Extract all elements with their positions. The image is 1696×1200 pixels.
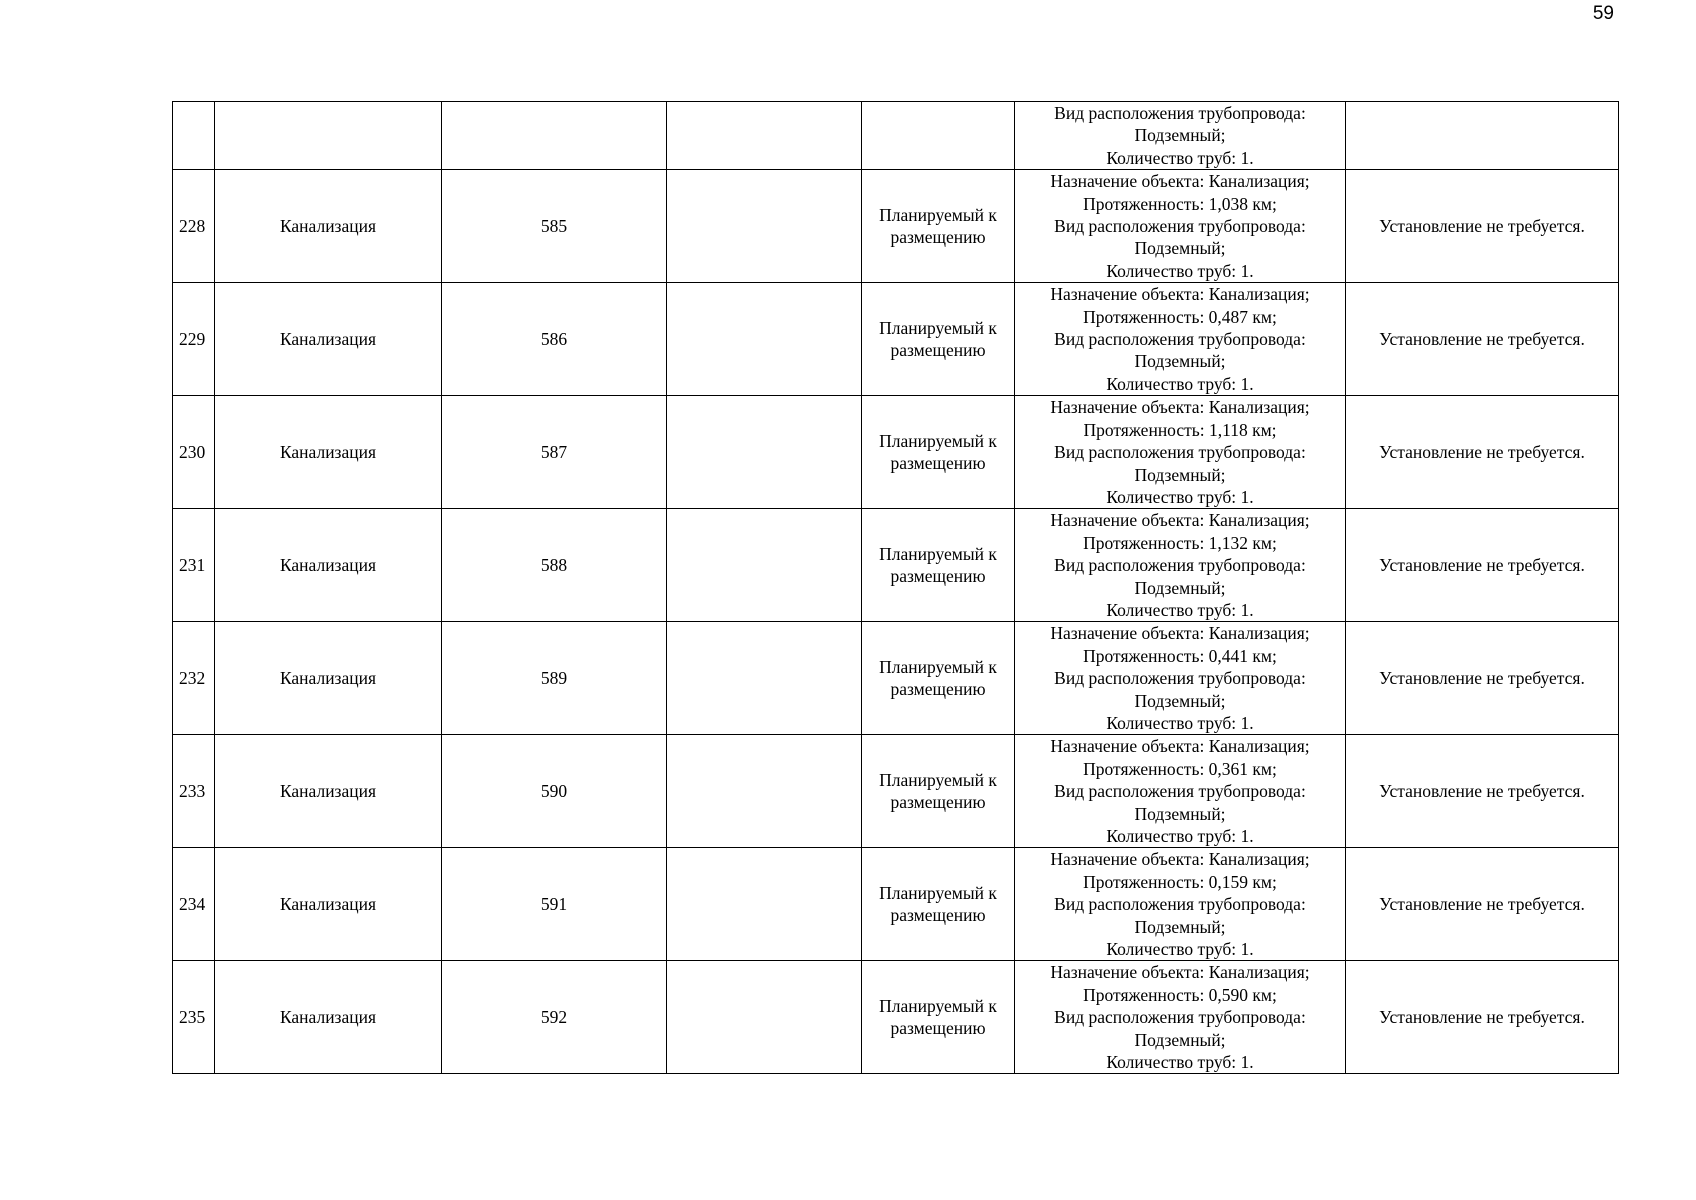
param-line: Количество труб: 1. (1106, 373, 1254, 394)
param-line: Количество труб: 1. (1106, 1052, 1254, 1073)
param-line: Подземный; (1134, 464, 1226, 485)
cell-params (1015, 396, 1346, 509)
cell-status: Планируемый к размещению (862, 735, 1015, 848)
param-line: Подземный; (1134, 238, 1226, 259)
param-line: Протяженность: 0,441 км; (1083, 645, 1277, 666)
table-row (173, 961, 1619, 1074)
table-row (173, 509, 1619, 622)
cell-extra (667, 509, 862, 622)
cell-number: 235 (173, 961, 215, 1074)
cell-name: Канализация (215, 396, 442, 509)
cell-number (173, 102, 215, 170)
param-line: Подземный; (1134, 690, 1226, 711)
param-line: Подземный; (1134, 803, 1226, 824)
cell-number: 231 (173, 509, 215, 622)
cell-status: Планируемый к размещению (862, 283, 1015, 396)
param-line: Количество труб: 1. (1106, 826, 1254, 846)
cell-extra (667, 170, 862, 283)
param-line: Протяженность: 1,118 км; (1083, 419, 1277, 440)
table-row-continuation (173, 102, 1619, 170)
param-line: Назначение объекта: Канализация; (1050, 397, 1310, 418)
cell-zone: Установление не требуется. (1346, 735, 1619, 848)
cell-number: 229 (173, 283, 215, 396)
param-line: Подземный; (1134, 125, 1226, 146)
cell-zone: Установление не требуется. (1346, 170, 1619, 283)
cell-extra (667, 735, 862, 848)
cell-number: 228 (173, 170, 215, 283)
cell-zone: Установление не требуется. (1346, 622, 1619, 735)
cell-name: Канализация (215, 961, 442, 1074)
table-row (173, 170, 1619, 283)
cell-status: Планируемый к размещению (862, 622, 1015, 735)
cell-name: Канализация (215, 735, 442, 848)
param-line: Вид расположения трубопровода: (1054, 1007, 1306, 1028)
cell-zone: Установление не требуется. (1346, 396, 1619, 509)
cell-zone: Установление не требуется. (1346, 509, 1619, 622)
param-line: Количество труб: 1. (1106, 599, 1254, 620)
param-line: Вид расположения трубопровода: (1054, 894, 1306, 915)
cell-status: Планируемый к размещению (862, 509, 1015, 622)
cell-zone: Установление не требуется. (1346, 848, 1619, 961)
cell-zone: Установление не требуется. (1346, 961, 1619, 1074)
param-line: Количество труб: 1. (1106, 260, 1254, 281)
cell-extra (667, 622, 862, 735)
cell-code: 587 (442, 396, 667, 509)
param-line: Протяженность: 1,132 км; (1083, 532, 1277, 553)
cell-params (1015, 848, 1346, 961)
table-body (173, 102, 1619, 1074)
param-line: Вид расположения трубопровода: (1054, 103, 1306, 123)
cell-code: 586 (442, 283, 667, 396)
param-line: Вид расположения трубопровода: (1054, 668, 1306, 689)
cell-extra (667, 961, 862, 1074)
cell-name: Канализация (215, 170, 442, 283)
param-line: Протяженность: 1,038 км; (1083, 193, 1277, 214)
param-line: Протяженность: 0,487 км; (1083, 306, 1277, 327)
param-line: Назначение объекта: Канализация; (1050, 736, 1310, 757)
cell-params (1015, 102, 1346, 170)
cell-number: 234 (173, 848, 215, 961)
cell-name: Канализация (215, 509, 442, 622)
cell-params (1015, 961, 1346, 1074)
param-line: Вид расположения трубопровода: (1054, 329, 1306, 350)
cell-extra (667, 283, 862, 396)
table-row (173, 283, 1619, 396)
param-line: Количество труб: 1. (1106, 939, 1254, 960)
cell-status (862, 102, 1015, 170)
cell-code: 590 (442, 735, 667, 848)
cell-code: 591 (442, 848, 667, 961)
cell-status: Планируемый к размещению (862, 961, 1015, 1074)
param-line: Протяженность: 0,159 км; (1083, 871, 1277, 892)
cell-number: 233 (173, 735, 215, 848)
cell-code: 589 (442, 622, 667, 735)
objects-table (172, 101, 1619, 1074)
param-line: Подземный; (1134, 577, 1226, 598)
cell-name: Канализация (215, 848, 442, 961)
table-row (173, 622, 1619, 735)
param-line: Вид расположения трубопровода: (1054, 216, 1306, 237)
cell-zone: Установление не требуется. (1346, 283, 1619, 396)
param-line: Назначение объекта: Канализация; (1050, 962, 1310, 983)
param-line: Назначение объекта: Канализация; (1050, 623, 1310, 644)
param-line: Назначение объекта: Канализация; (1050, 510, 1310, 531)
cell-code: 585 (442, 170, 667, 283)
cell-status: Планируемый к размещению (862, 848, 1015, 961)
cell-extra (667, 102, 862, 170)
cell-name (215, 102, 442, 170)
param-line: Подземный; (1134, 1029, 1226, 1050)
cell-extra (667, 848, 862, 961)
table-row (173, 735, 1619, 848)
table-row (173, 848, 1619, 961)
cell-number: 230 (173, 396, 215, 509)
param-line: Подземный; (1134, 351, 1226, 372)
param-line: Количество труб: 1. (1106, 712, 1254, 733)
param-line: Количество труб: 1. (1106, 147, 1254, 168)
cell-name: Канализация (215, 622, 442, 735)
param-line: Вид расположения трубопровода: (1054, 555, 1306, 576)
table-row (173, 396, 1619, 509)
cell-params (1015, 735, 1346, 848)
param-line: Назначение объекта: Канализация; (1050, 849, 1310, 870)
page-number: 59 (1592, 3, 1614, 24)
param-line: Назначение объекта: Канализация; (1050, 171, 1310, 192)
cell-zone (1346, 102, 1619, 170)
cell-params (1015, 170, 1346, 283)
param-line: Вид расположения трубопровода: (1054, 781, 1306, 802)
param-line: Протяженность: 0,590 км; (1083, 984, 1277, 1005)
cell-status: Планируемый к размещению (862, 170, 1015, 283)
param-line: Назначение объекта: Канализация; (1050, 284, 1310, 305)
cell-extra (667, 396, 862, 509)
cell-number: 232 (173, 622, 215, 735)
cell-status: Планируемый к размещению (862, 396, 1015, 509)
cell-code: 592 (442, 961, 667, 1074)
cell-params (1015, 509, 1346, 622)
cell-name: Канализация (215, 283, 442, 396)
cell-code: 588 (442, 509, 667, 622)
param-line: Вид расположения трубопровода: (1054, 442, 1306, 463)
cell-params (1015, 622, 1346, 735)
param-line: Количество труб: 1. (1106, 486, 1254, 507)
cell-params (1015, 283, 1346, 396)
param-line: Подземный; (1134, 916, 1226, 937)
param-line: Протяженность: 0,361 км; (1083, 758, 1277, 779)
cell-code (442, 102, 667, 170)
